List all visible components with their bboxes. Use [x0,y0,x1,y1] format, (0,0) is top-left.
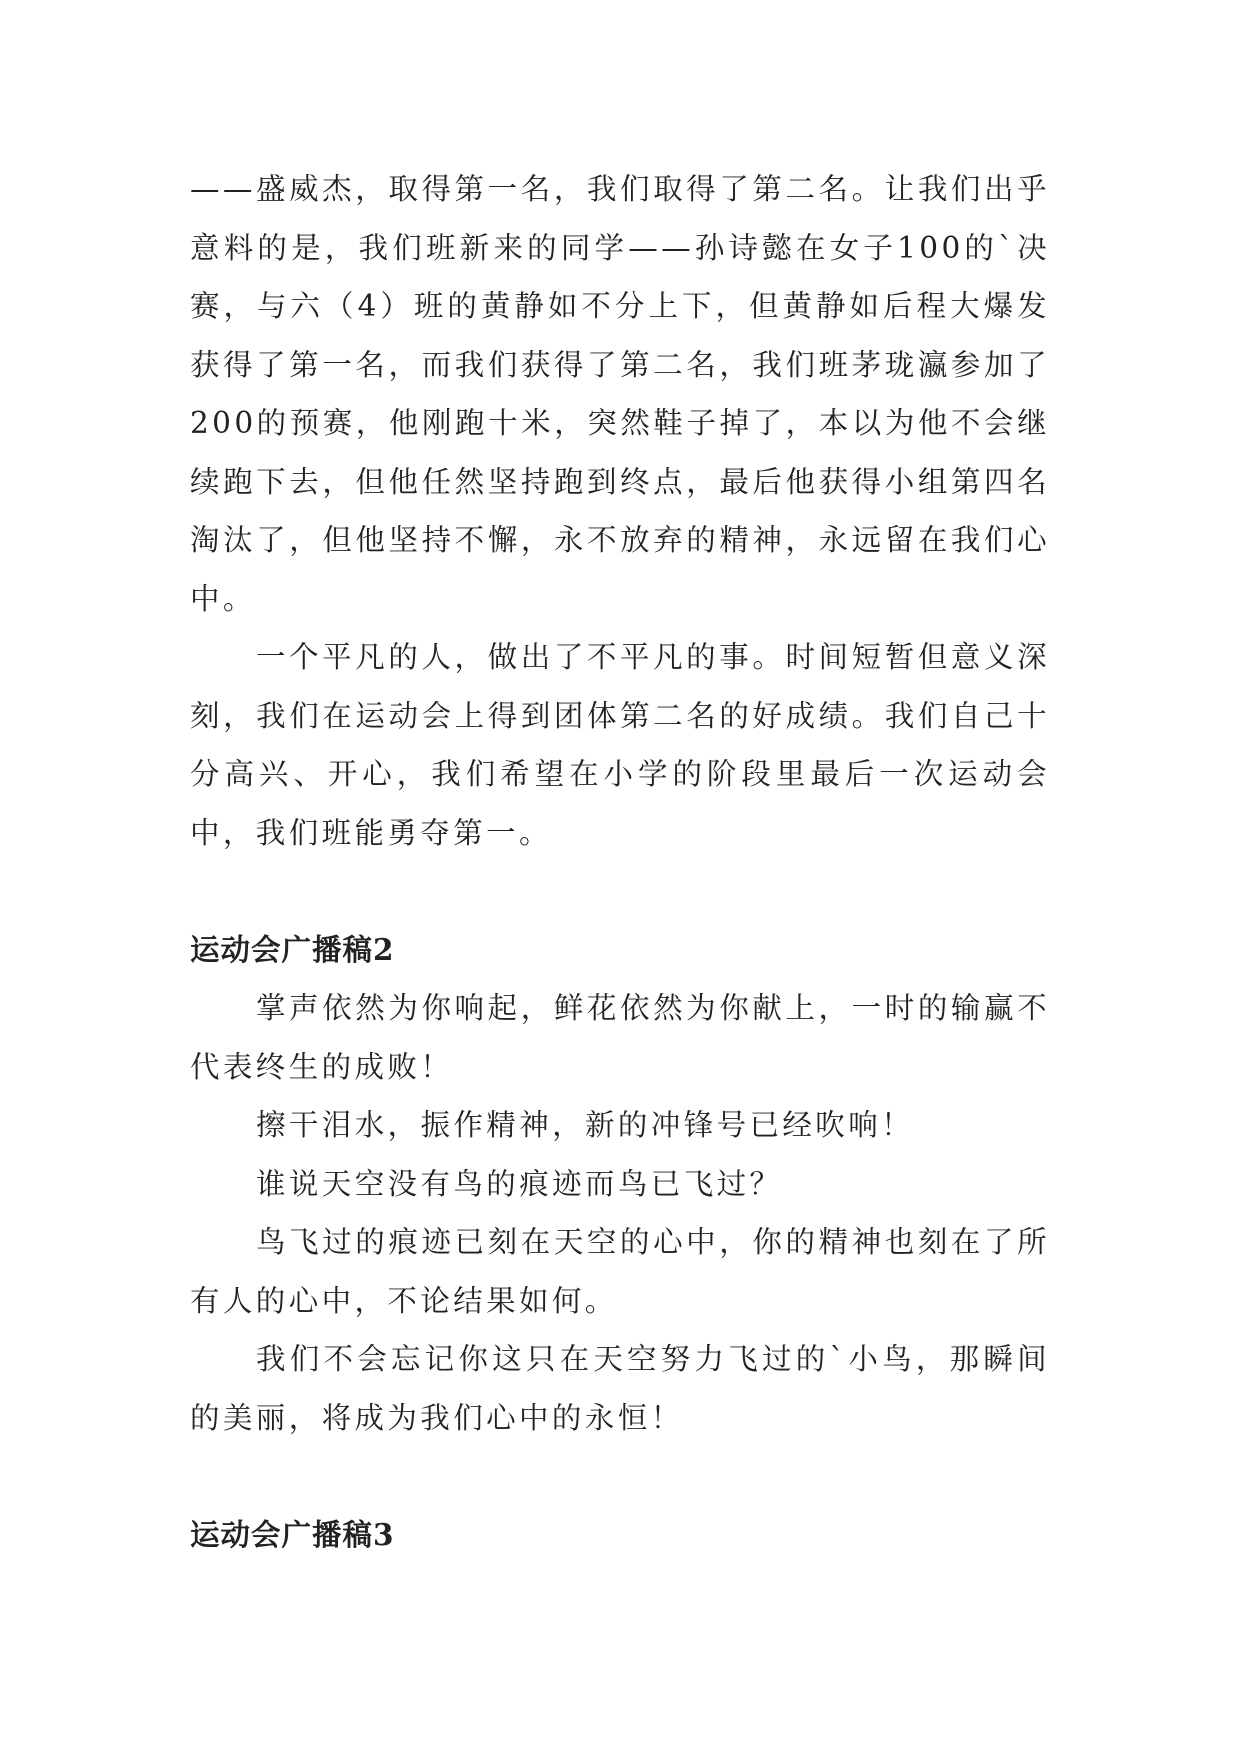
section-spacer [190,1447,1050,1506]
document-body [190,160,1050,1564]
paragraph-bird-trace: 鸟飞过的痕迹已刻在天空的心中，你的精神也刻在了所有人的心中，不论结果如何。 [190,1225,1050,1318]
paragraph-wipe-tears: 擦干泪水，振作精神，新的冲锋号已经吹响！ [256,1108,915,1142]
section-spacer [190,862,1050,921]
paragraph-little-bird: 我们不会忘记你这只在天空努力飞过的`小鸟，那瞬间的美丽，将成为我们心中的永恒！ [190,1342,1050,1435]
section-title-3: 运动会广播稿3 [190,1516,395,1552]
paragraph-applause: 掌声依然为你响起，鲜花依然为你献上，一时的输赢不代表终生的成败！ [190,991,1050,1084]
paragraph-sky-question: 谁说天空没有鸟的痕迹而鸟已飞过？ [256,1166,783,1201]
section-title-2: 运动会广播稿2 [190,931,395,967]
paragraph-closing: 一个平凡的人，做出了不平凡的事。时间短暂但意义深刻，我们在运动会上得到团体第二名的好成绩。我们自己十分高兴、开心，我们希望在小学的阶段里最后一次运动会中，我们班能勇夺第一。 [190,640,1050,850]
paragraph-race-results: ——盛威杰，取得第一名，我们取得了第二名。让我们出乎意料的是，我们班新来的同学——孙诗懿在女子100的`决赛，与六（4）班的黄静如不分上下，但黄静如后程大爆发获得了第一名，而我们获得了第二名，我们班茅珑瀛参加了200的预赛，他刚跑十米，突然鞋子掉了，本以为他不会继续跑下去，但他任然坚持跑到终点，最后他获得小组第四名淘汰了，但他坚持不懈，永不放弃的精神，永远留在我们心中。 [190,172,1050,616]
